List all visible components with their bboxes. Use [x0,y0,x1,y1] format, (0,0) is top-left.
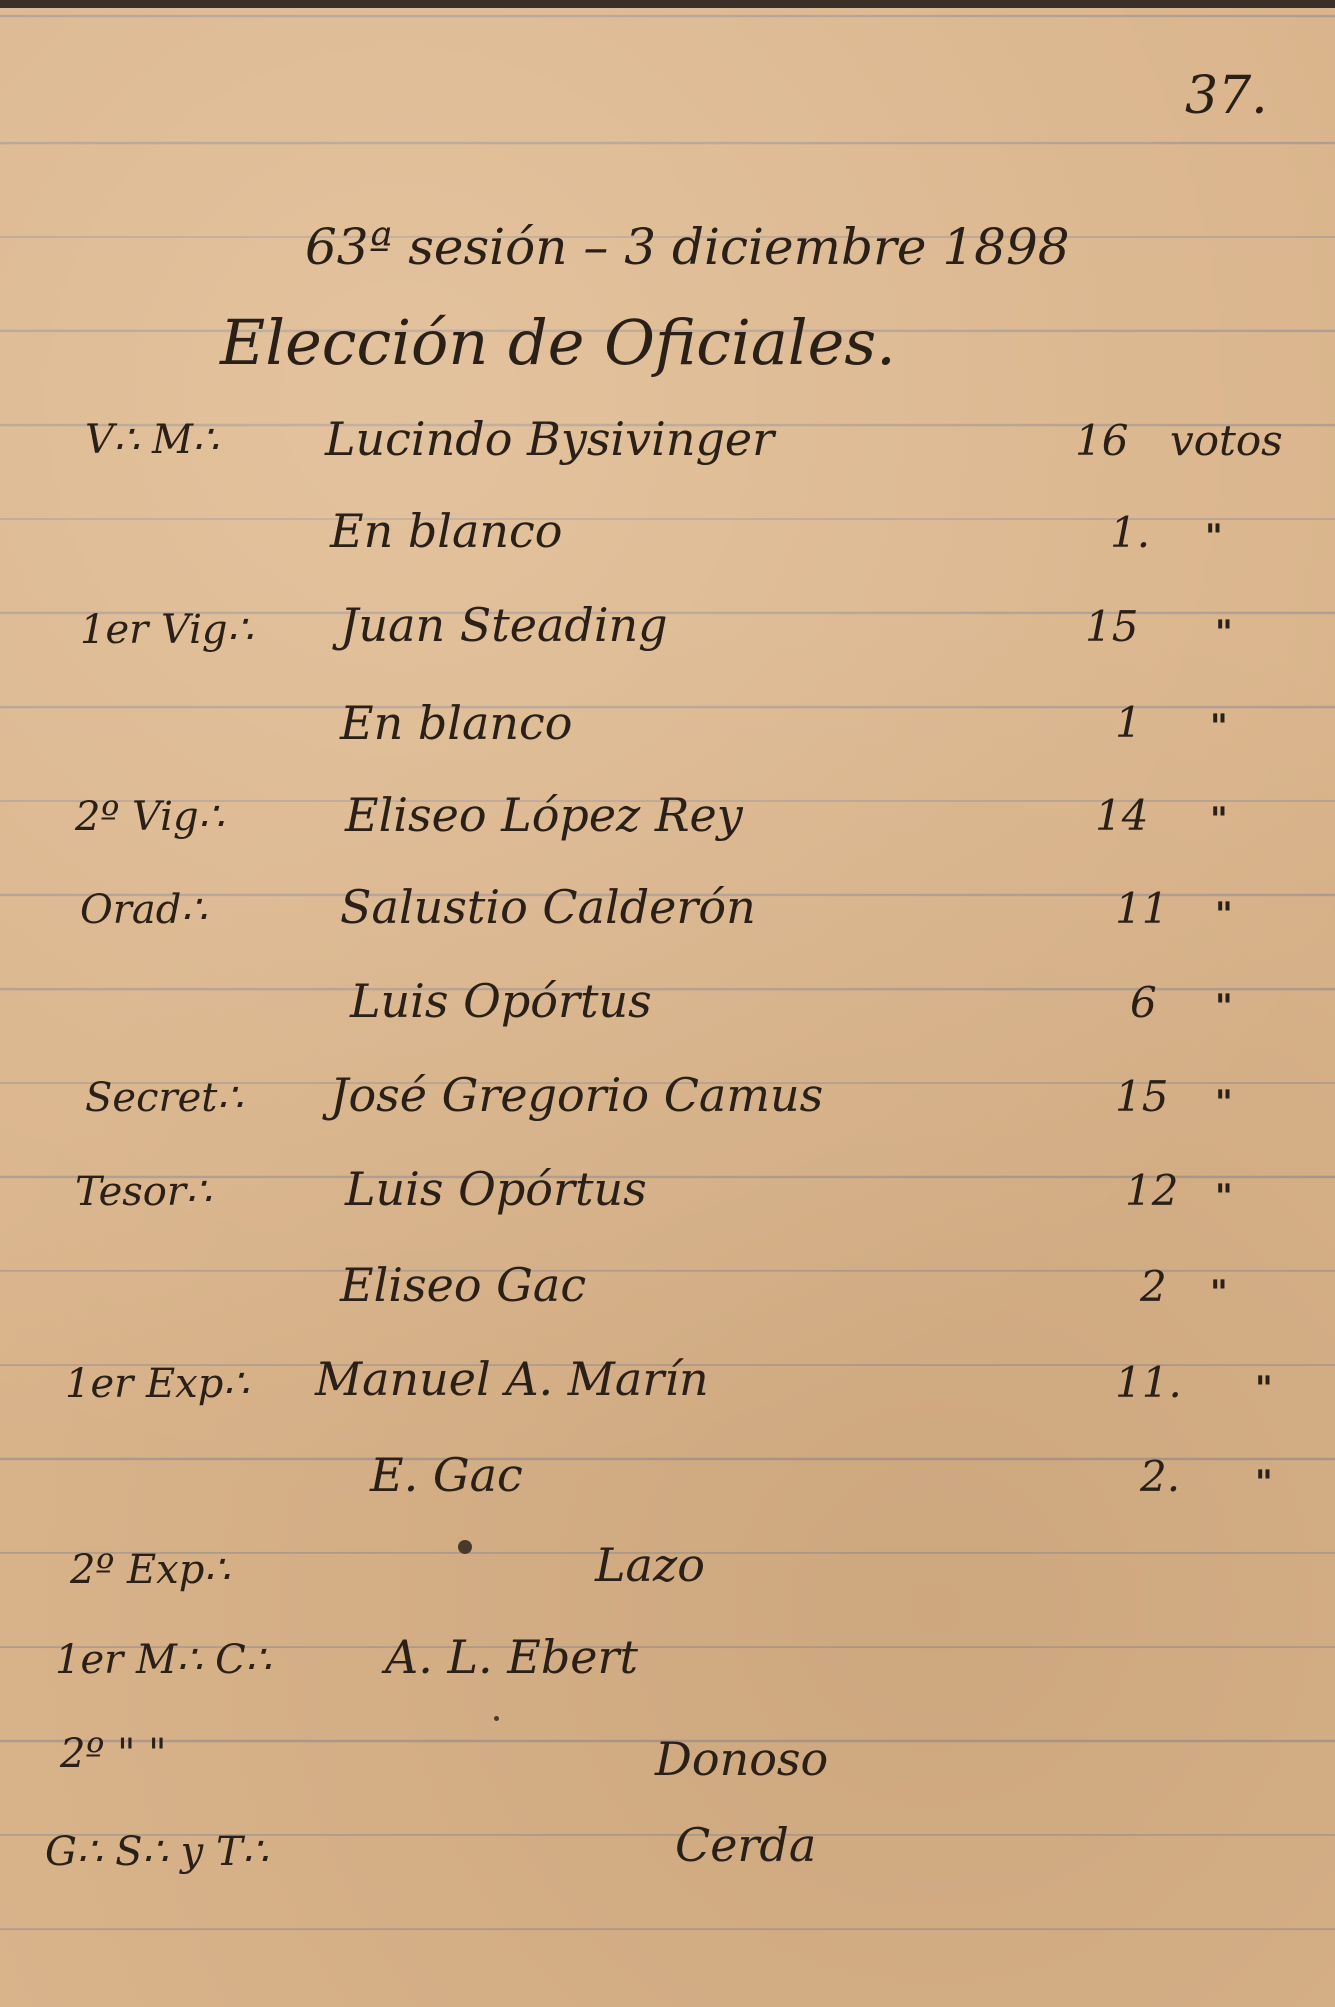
vote-count: 15 [1085,602,1139,651]
ditto-mark: " [1215,1177,1233,1217]
office-label: Secret∴ [85,1075,243,1121]
ditto-mark: " [1215,613,1233,653]
session-heading: 63ª sesión – 3 diciembre 1898 [305,218,1070,276]
ditto-mark: " [1255,1463,1273,1503]
vote-count: 2 [1140,1262,1167,1311]
page-number: 37. [1185,66,1268,126]
office-label: V∴ M∴ [85,417,219,463]
ink-speck [494,1716,499,1721]
vote-count: 1. [1110,508,1151,557]
candidate-name: Manuel A. Marín [315,1352,709,1406]
vote-count: 11 [1115,884,1169,933]
candidate-name: Lazo [595,1538,705,1592]
candidate-name: E. Gac [370,1448,523,1502]
vote-count: 15 [1115,1072,1169,1121]
candidate-name: En blanco [340,696,573,750]
candidate-name: A. L. Ebert [385,1630,638,1684]
office-label: 2º Exp∴ [70,1547,230,1593]
candidate-name: Cerda [675,1818,817,1872]
vote-unit: votos [1170,416,1283,465]
ink-blot [458,1540,472,1554]
ditto-mark: " [1210,1273,1228,1313]
ditto-mark: " [1210,800,1228,840]
candidate-name: Salustio Calderón [340,880,756,934]
page-top-edge [0,0,1335,8]
section-title: Elección de Oficiales. [220,306,896,379]
office-label: Orad∴ [80,887,207,933]
candidate-name: Eliseo López Rey [345,788,743,842]
candidate-name: Luis Opórtus [350,974,652,1028]
ditto-mark: " [1215,987,1233,1027]
office-label: 1er M∴ C∴ [55,1637,272,1683]
candidate-name: Donoso [655,1732,829,1786]
vote-count: 6 [1130,978,1157,1027]
ditto-mark: " [1205,517,1223,557]
ditto-mark: " [1255,1369,1273,1409]
vote-count: 14 [1095,791,1149,840]
ditto-mark: " [1215,1083,1233,1123]
vote-count: 1 [1115,698,1142,747]
vote-count: 2. [1140,1452,1181,1501]
vote-count: 11. [1115,1358,1182,1407]
vote-count: 12 [1125,1166,1179,1215]
vote-count: 16 [1075,416,1129,465]
candidate-name: José Gregorio Camus [330,1068,824,1122]
ditto-mark: " [1215,895,1233,935]
office-label: 2º Vig∴ [75,794,225,840]
candidate-name: Juan Steading [340,598,668,652]
candidate-name: En blanco [330,504,563,558]
candidate-name: Lucindo Bysivinger [325,412,775,466]
candidate-name: Eliseo Gac [340,1258,587,1312]
office-label: 1er Exp∴ [65,1361,249,1407]
office-label: 2º " " [60,1731,167,1777]
candidate-name: Luis Opórtus [345,1162,647,1216]
office-label: Tesor∴ [75,1169,212,1215]
office-label: G∴ S∴ y T∴ [45,1829,269,1875]
ditto-mark: " [1210,707,1228,747]
office-label: 1er Vig∴ [80,607,253,653]
